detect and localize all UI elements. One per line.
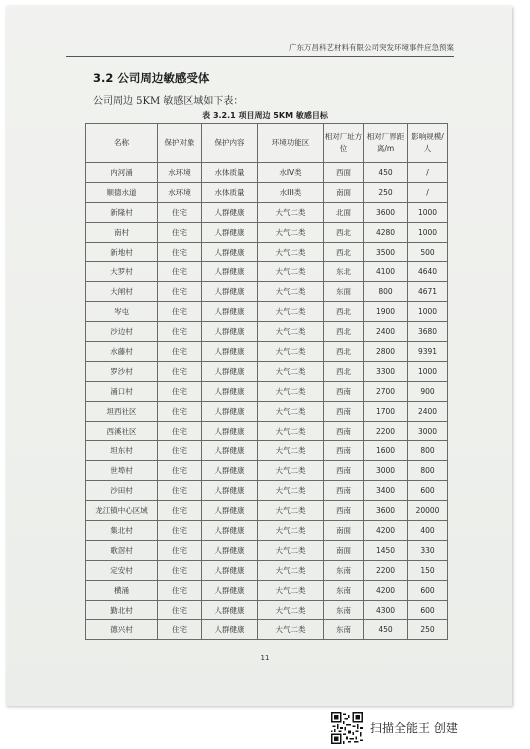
table-row bbox=[86, 461, 448, 481]
table-cell: 2700 bbox=[364, 381, 408, 401]
table-cell: 南面 bbox=[324, 540, 364, 560]
table-cell: 800 bbox=[408, 441, 448, 461]
table-cell: 250 bbox=[364, 182, 408, 202]
table-cell: 大气二类 bbox=[258, 421, 324, 441]
qr-code-icon bbox=[331, 712, 363, 744]
table-cell: 内河涌 bbox=[86, 163, 158, 183]
table-cell: 西南 bbox=[324, 461, 364, 481]
sensitive-targets-table bbox=[85, 123, 448, 640]
table-header-row bbox=[86, 124, 448, 163]
table-row bbox=[86, 262, 448, 282]
table-cell: 人群健康 bbox=[202, 600, 258, 620]
table-row bbox=[86, 580, 448, 600]
table-cell: 住宅 bbox=[158, 242, 202, 262]
table-cell: 大气二类 bbox=[258, 282, 324, 302]
table-row bbox=[86, 282, 448, 302]
table-cell: 沙田村 bbox=[86, 481, 158, 501]
table-cell: 人群健康 bbox=[202, 481, 258, 501]
column-header: 影响规模/人 bbox=[408, 124, 448, 163]
table-cell: 人群健康 bbox=[202, 202, 258, 222]
table-cell: 2400 bbox=[364, 322, 408, 342]
table-cell: 2800 bbox=[364, 342, 408, 362]
table-cell: 西北 bbox=[324, 222, 364, 242]
table-cell: 水藤村 bbox=[86, 342, 158, 362]
table-cell: 250 bbox=[408, 620, 448, 640]
table-cell: 东南 bbox=[324, 620, 364, 640]
table-cell: 3000 bbox=[364, 461, 408, 481]
table-cell: 450 bbox=[364, 163, 408, 183]
table-cell: 3600 bbox=[364, 501, 408, 521]
table-cell: 东南 bbox=[324, 580, 364, 600]
table-cell: 西北 bbox=[324, 302, 364, 322]
table-cell: 人群健康 bbox=[202, 580, 258, 600]
table-cell: 20000 bbox=[408, 501, 448, 521]
table-cell: 大气二类 bbox=[258, 600, 324, 620]
table-cell: 人群健康 bbox=[202, 342, 258, 362]
table-cell: 人群健康 bbox=[202, 521, 258, 541]
table-row bbox=[86, 521, 448, 541]
column-header: 名称 bbox=[86, 124, 158, 163]
table-caption: 表 3.2.1 项目周边 5KM 敏感目标 bbox=[202, 111, 328, 120]
table-cell: 1900 bbox=[364, 302, 408, 322]
section-title: 3.2 公司周边敏感受体 bbox=[93, 71, 210, 85]
table-cell: 4300 bbox=[364, 600, 408, 620]
column-header: 相对厂界距离/m bbox=[364, 124, 408, 163]
table-cell: 人群健康 bbox=[202, 302, 258, 322]
table-row bbox=[86, 560, 448, 580]
table-cell: 人群健康 bbox=[202, 441, 258, 461]
table-cell: 罗沙村 bbox=[86, 361, 158, 381]
table-cell: 住宅 bbox=[158, 222, 202, 242]
table-cell: 1600 bbox=[364, 441, 408, 461]
table-cell: 大气二类 bbox=[258, 322, 324, 342]
table-cell: 人群健康 bbox=[202, 242, 258, 262]
table-cell: 西南 bbox=[324, 501, 364, 521]
table-cell: 400 bbox=[408, 521, 448, 541]
table-cell: / bbox=[408, 182, 448, 202]
table-row bbox=[86, 202, 448, 222]
table-cell: 人群健康 bbox=[202, 560, 258, 580]
table-cell: 住宅 bbox=[158, 560, 202, 580]
column-header: 相对厂址方位 bbox=[324, 124, 364, 163]
table-row bbox=[86, 540, 448, 560]
table-cell: 住宅 bbox=[158, 282, 202, 302]
table-cell: 顺德水道 bbox=[86, 182, 158, 202]
table-cell: 住宅 bbox=[158, 481, 202, 501]
table-cell: 1000 bbox=[408, 302, 448, 322]
column-header: 保护内容 bbox=[202, 124, 258, 163]
table-cell: 西南 bbox=[324, 381, 364, 401]
table-cell: 住宅 bbox=[158, 381, 202, 401]
table-cell: 新地村 bbox=[86, 242, 158, 262]
table-cell: 南面 bbox=[324, 182, 364, 202]
table-cell: 世埠村 bbox=[86, 461, 158, 481]
table-cell: 大气二类 bbox=[258, 242, 324, 262]
table-cell: 住宅 bbox=[158, 600, 202, 620]
table-row bbox=[86, 342, 448, 362]
table-cell: 水环境 bbox=[158, 182, 202, 202]
table-cell: 人群健康 bbox=[202, 620, 258, 640]
table-row bbox=[86, 381, 448, 401]
table-cell: 大气二类 bbox=[258, 461, 324, 481]
table-cell: 2200 bbox=[364, 560, 408, 580]
table-cell: 900 bbox=[408, 381, 448, 401]
table-cell: 住宅 bbox=[158, 202, 202, 222]
table-cell: 水环境 bbox=[158, 163, 202, 183]
table-cell: 9391 bbox=[408, 342, 448, 362]
table-cell: 1000 bbox=[408, 202, 448, 222]
table-cell: 800 bbox=[364, 282, 408, 302]
table-cell: 西南 bbox=[324, 421, 364, 441]
table-cell: 大气二类 bbox=[258, 401, 324, 421]
table-cell: 住宅 bbox=[158, 501, 202, 521]
table-cell: 4100 bbox=[364, 262, 408, 282]
table-cell: 住宅 bbox=[158, 361, 202, 381]
table-cell: 西北 bbox=[324, 342, 364, 362]
table-cell: 人群健康 bbox=[202, 322, 258, 342]
table-cell: 西南 bbox=[324, 401, 364, 421]
table-cell: 人群健康 bbox=[202, 381, 258, 401]
table-cell: 2200 bbox=[364, 421, 408, 441]
table-cell: 人群健康 bbox=[202, 282, 258, 302]
table-row bbox=[86, 163, 448, 183]
table-cell: 大气二类 bbox=[258, 262, 324, 282]
table-cell: 330 bbox=[408, 540, 448, 560]
table-cell: 2400 bbox=[408, 401, 448, 421]
table-cell: 住宅 bbox=[158, 521, 202, 541]
table-row bbox=[86, 182, 448, 202]
table-cell: 住宅 bbox=[158, 620, 202, 640]
table-cell: 南村 bbox=[86, 222, 158, 242]
table-cell: 大气二类 bbox=[258, 580, 324, 600]
table-cell: 大罗村 bbox=[86, 262, 158, 282]
table-row bbox=[86, 361, 448, 381]
table-cell: 龙江镇中心区域 bbox=[86, 501, 158, 521]
table-row bbox=[86, 322, 448, 342]
table-cell: 3680 bbox=[408, 322, 448, 342]
table-cell: 大气二类 bbox=[258, 381, 324, 401]
table-cell: 住宅 bbox=[158, 342, 202, 362]
table-cell: 西北 bbox=[324, 242, 364, 262]
table-cell: 坦西社区 bbox=[86, 401, 158, 421]
table-cell: 住宅 bbox=[158, 461, 202, 481]
table-cell: 3500 bbox=[364, 242, 408, 262]
column-header: 保护对象 bbox=[158, 124, 202, 163]
table-cell: 4200 bbox=[364, 580, 408, 600]
table-cell: 定安村 bbox=[86, 560, 158, 580]
table-cell: 3400 bbox=[364, 481, 408, 501]
table-cell: 3000 bbox=[408, 421, 448, 441]
table-cell: 人群健康 bbox=[202, 501, 258, 521]
table-cell: 大气二类 bbox=[258, 501, 324, 521]
table-row bbox=[86, 242, 448, 262]
table-cell: 3300 bbox=[364, 361, 408, 381]
table-cell: 大气二类 bbox=[258, 202, 324, 222]
table-cell: 住宅 bbox=[158, 322, 202, 342]
table-cell: 沙边村 bbox=[86, 322, 158, 342]
table-cell: 1000 bbox=[408, 222, 448, 242]
table-cell: 150 bbox=[408, 560, 448, 580]
table-cell: 4671 bbox=[408, 282, 448, 302]
table-cell: 1700 bbox=[364, 401, 408, 421]
page-header bbox=[66, 42, 454, 57]
table-body bbox=[86, 163, 448, 640]
table-row bbox=[86, 600, 448, 620]
table-cell: 水体质量 bbox=[202, 163, 258, 183]
table-cell: 大气二类 bbox=[258, 521, 324, 541]
column-header: 环境功能区 bbox=[258, 124, 324, 163]
table-cell: 北面 bbox=[324, 202, 364, 222]
table-cell: 西南 bbox=[324, 481, 364, 501]
table-cell: 4280 bbox=[364, 222, 408, 242]
table-cell: 600 bbox=[408, 481, 448, 501]
header-text: 广东万昌科艺材料有限公司突发环境事件应急预案 bbox=[289, 43, 454, 52]
table-cell: 大气二类 bbox=[258, 560, 324, 580]
table-cell: 大气二类 bbox=[258, 342, 324, 362]
table-cell: 东面 bbox=[324, 282, 364, 302]
table-cell: 1000 bbox=[408, 361, 448, 381]
table-cell: 人群健康 bbox=[202, 262, 258, 282]
table-row bbox=[86, 481, 448, 501]
table-cell: 大气二类 bbox=[258, 540, 324, 560]
table-cell: 水IV类 bbox=[258, 163, 324, 183]
table-cell: 水III类 bbox=[258, 182, 324, 202]
table-cell: 住宅 bbox=[158, 580, 202, 600]
table-cell: 600 bbox=[408, 580, 448, 600]
table-cell: 大闸村 bbox=[86, 282, 158, 302]
table-cell: 500 bbox=[408, 242, 448, 262]
table-cell: 德兴村 bbox=[86, 620, 158, 640]
table-cell: 3600 bbox=[364, 202, 408, 222]
table-row bbox=[86, 401, 448, 421]
table-cell: 住宅 bbox=[158, 441, 202, 461]
table-cell: 西溪社区 bbox=[86, 421, 158, 441]
table-cell: 横涌 bbox=[86, 580, 158, 600]
table-row bbox=[86, 620, 448, 640]
table-cell: 人群健康 bbox=[202, 421, 258, 441]
table-row bbox=[86, 441, 448, 461]
table-cell: 南面 bbox=[324, 521, 364, 541]
table-cell: 坦东村 bbox=[86, 441, 158, 461]
table-cell: 800 bbox=[408, 461, 448, 481]
table-cell: 歌滘村 bbox=[86, 540, 158, 560]
table-row bbox=[86, 302, 448, 322]
table-cell: 住宅 bbox=[158, 262, 202, 282]
table-cell: 住宅 bbox=[158, 401, 202, 421]
table-cell: 西面 bbox=[324, 163, 364, 183]
table-cell: 大气二类 bbox=[258, 481, 324, 501]
table-cell: 西北 bbox=[324, 361, 364, 381]
table-cell: 大气二类 bbox=[258, 302, 324, 322]
table-cell: 住宅 bbox=[158, 302, 202, 322]
table-cell: 东北 bbox=[324, 262, 364, 282]
section-intro: 公司周边 5KM 敏感区域如下表： bbox=[93, 96, 244, 107]
table-cell: 东南 bbox=[324, 600, 364, 620]
table-row bbox=[86, 421, 448, 441]
table-cell: 集北村 bbox=[86, 521, 158, 541]
table-cell: 600 bbox=[408, 600, 448, 620]
watermark-text: 扫描全能王 创建 bbox=[370, 721, 458, 735]
table-cell: 住宅 bbox=[158, 421, 202, 441]
table-cell: 西南 bbox=[324, 441, 364, 461]
table-cell: 人群健康 bbox=[202, 361, 258, 381]
table-cell: 4640 bbox=[408, 262, 448, 282]
table-cell: 450 bbox=[364, 620, 408, 640]
table-cell: 大气二类 bbox=[258, 222, 324, 242]
table-cell: 大气二类 bbox=[258, 361, 324, 381]
table-cell: 人群健康 bbox=[202, 461, 258, 481]
table-row bbox=[86, 222, 448, 242]
table-cell: 住宅 bbox=[158, 540, 202, 560]
table-cell: 人群健康 bbox=[202, 540, 258, 560]
table-cell: 大气二类 bbox=[258, 620, 324, 640]
table-cell: / bbox=[408, 163, 448, 183]
table-cell: 新隆村 bbox=[86, 202, 158, 222]
table-cell: 水体质量 bbox=[202, 182, 258, 202]
table-cell: 人群健康 bbox=[202, 222, 258, 242]
table-cell: 人群健康 bbox=[202, 401, 258, 421]
table-row bbox=[86, 501, 448, 521]
table-cell: 4200 bbox=[364, 521, 408, 541]
page-number: 11 bbox=[260, 654, 270, 662]
table-cell: 涌口村 bbox=[86, 381, 158, 401]
table-cell: 1450 bbox=[364, 540, 408, 560]
table-cell: 岑屯 bbox=[86, 302, 158, 322]
table-cell: 西北 bbox=[324, 322, 364, 342]
table-cell: 勤北村 bbox=[86, 600, 158, 620]
table-cell: 东南 bbox=[324, 560, 364, 580]
table-cell: 大气二类 bbox=[258, 441, 324, 461]
